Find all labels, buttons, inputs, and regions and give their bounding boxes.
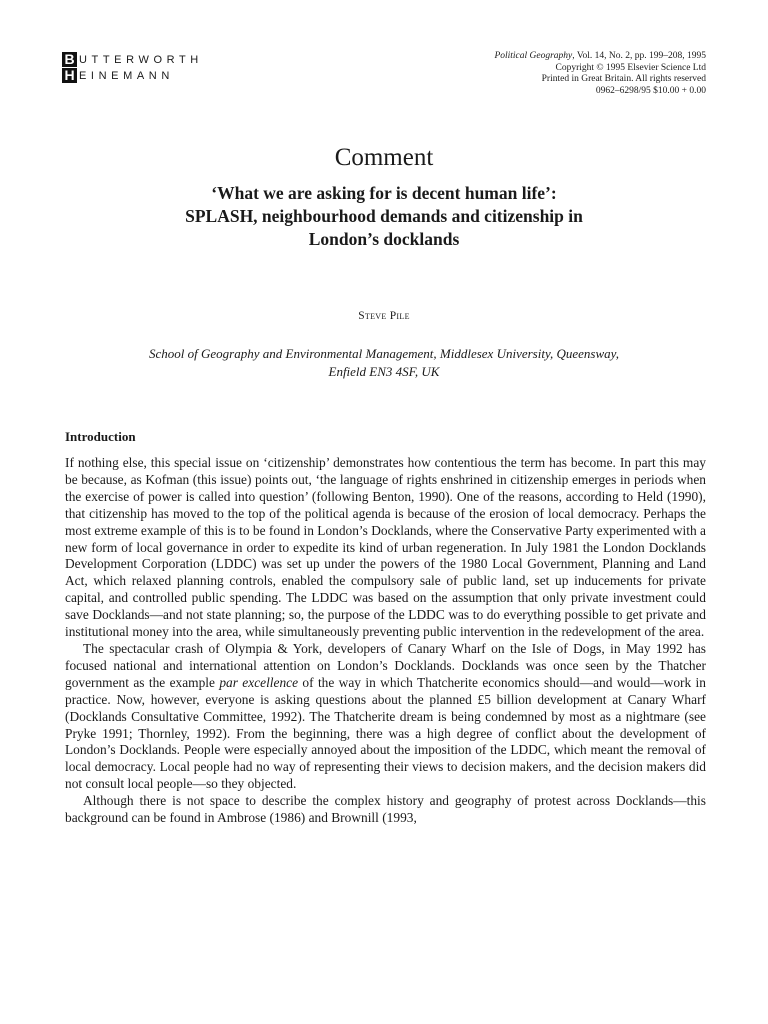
logo-word-bottom: EINEMANN [79,69,174,82]
journal-copyright: Copyright © 1995 Elsevier Science Ltd [555,62,706,73]
section-heading: Introduction [65,429,136,444]
publisher-logo [62,52,242,86]
journal-info [494,51,706,97]
title-line-3: London’s docklands [308,229,460,249]
article-body [65,455,706,827]
logo-row-top [62,52,242,68]
paragraph-2-emphasis: par excellence [219,674,299,690]
section-label: Comment [334,144,434,171]
article-title [80,182,688,251]
paragraph-3: Although there is not space to describe the complex history and geography of protest across Docklands—this background can be found in Ambrose (1986) and Brownill (1993, [65,793,706,826]
logo-initial-b: B [62,52,77,67]
paragraph-2-part-a: The spectacular crash of Olympia & York, developers of Canary Wharf on the Isle of Dogs, in May 1992 has focused national and international attention on London’s Docklands. Docklands was once seen by the Thatcher government as the example [65,640,706,690]
paragraph-1: If nothing else, this special issue on ‘citizenship’ demonstrates how contentious the term has become. In part this may be because, as Kofman (this issue) points out, ‘the language of rights enshrined in citizenship emerges in periods when the exercise of power is called into question’ (following Benton, 1990). One of the reasons, according to Held (1990), that citizenship has moved to the top of the political agenda is because of the erosion of local democracy. Perhaps the most extreme example of this is to be found in London’s Docklands, where the Conservative Party experimented with a new form of local governance in order to expedite its kind of urban regeneration. In July 1981 the London Docklands Development Corporation (LDDC) was set up under the powers of the 1980 Local Government, Planning and Land Act, which relaxed planning controls, enabled the compulsory sale of public land, set up inducements for private capital, and controlled public spending. The LDDC was based on the assumption that only private investment could save Docklands—and not state planning; so, the purpose of the LDDC was to do everything possible to get private and institutional money into the area, while simultaneously preventing public intervention in the redevelopment of the area. [65,455,706,640]
logo-word-top: UTTERWORTH [79,53,203,66]
journal-name: Political Geography [494,51,573,61]
journal-citation [494,51,706,63]
affiliation-line-1: School of Geography and Environmental Management, Middlesex University, Queensway, [149,346,619,361]
journal-printed: Printed in Great Britain. All rights reserved [541,74,706,84]
affiliation-line-2: Enfield EN3 4SF, UK [328,364,440,379]
logo-initial-h: H [62,68,77,83]
paragraph-2 [65,641,706,793]
journal-issn: 0962–6298/95 $10.00 + 0.00 [595,85,706,96]
author-name: Steve Pile [358,310,410,322]
title-line-2: SPLASH, neighbourhood demands and citizenship in [185,206,583,226]
logo-row-bottom [62,68,242,84]
title-line-1: ‘What we are asking for is decent human life’: [211,183,557,203]
paragraph-2-part-b: of the way in which Thatcherite economics should—and would—work in practice. Now, however, everyone is asking questions about the planned £5 billion development at Canary Wharf (Docklands Consultative Committee, 1992). The Thatcherite dream is being condemned by most as a nightmare (see Pryke 1991; Thornley, 1992). From the beginning, there was a high degree of conflict about the development of London’s Docklands. People were especially annoyed about the imposition of the LDDC, which meant the removal of local democracy. Local people had no way of representing their views to decision makers, and the decision makers did not consult local people—so they objected. [65,674,706,792]
author-affiliation [62,345,706,381]
journal-volume: , Vol. 14, No. 2, pp. 199–208, 1995 [572,51,706,61]
